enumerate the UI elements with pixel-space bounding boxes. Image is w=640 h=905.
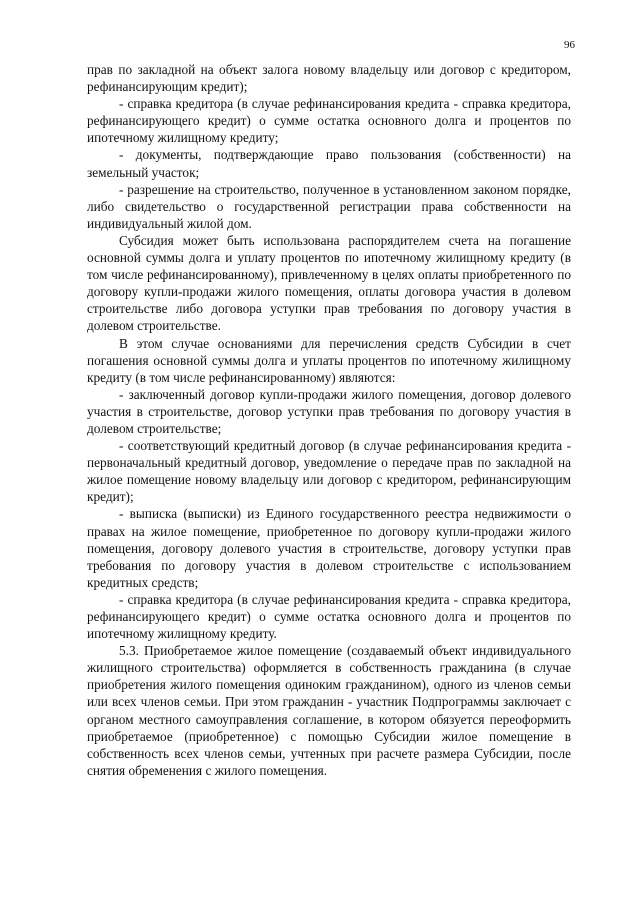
paragraph: - справка кредитора (в случае рефинансирования кредита - справка кредитора, рефинансирующего кредит) о сумме остатка основного долга и процентов по ипотечному жилищному кредиту. [87, 591, 571, 642]
paragraph: - справка кредитора (в случае рефинансирования кредита - справка кредитора, рефинансирующего кредит) о сумме остатка основного долга и процентов по ипотечному жилищному кредиту; [87, 96, 571, 146]
paragraph: - разрешение на строительство, полученное в установленном законом порядке, либо свидетельство о государственной регистрации права собственности на индивидуальный жилой дом. [87, 181, 571, 231]
document-body [87, 61, 571, 779]
paragraph: В этом случае основаниями для перечисления средств Субсидии в счет погашения основной суммы долга и уплаты процентов по ипотечному жилищному кредиту (в том числе рефинансированному) являются: [87, 335, 571, 385]
page-number: 96 [564, 39, 575, 51]
paragraph: прав по закладной на объект залога новому владельцу или договор с кредитором, рефинансирующим кредит); [87, 62, 571, 95]
paragraph: - заключенный договор купли-продажи жилого помещения, договор долевого участия в строительстве, договор уступки прав требования по договору участия в долевом строительстве; [87, 386, 571, 436]
paragraph: - документы, подтверждающие право пользования (собственности) на земельный участок; [87, 147, 571, 180]
paragraph: Субсидия может быть использована распорядителем счета на погашение основной суммы долга и уплату процентов по ипотечному жилищному кредиту (в том числе рефинансированному), привлеченному в целях оплаты приобретенного по договору купли-продажи жилого помещения, оплаты договора участия в долевом строительстве либо договора уступки прав требования по договору участия в долевом строительстве. [87, 232, 571, 334]
paragraph: - соответствующий кредитный договор (в случае рефинансирования кредита - первоначальный кредитный договор, уведомление о передаче прав по закладной на жилое помещение новому владельцу или договор с кредитором, рефинансирующим кредит); [87, 438, 571, 505]
paragraph: - выписка (выписки) из Единого государственного реестра недвижимости о правах на жилое помещение, приобретенное по договору купли-продажи жилого помещения, договору долевого участия в строительстве, договору уступки прав требования по договору участия в долевом строительстве с использованием кредитных средств; [87, 506, 571, 590]
paragraph: 5.3. Приобретаемое жилое помещение (создаваемый объект индивидуального жилищного строительства) оформляется в собственность гражданина (в случае приобретения жилого помещения одиноким гражданином), одного из членов семьи или всех членов семьи. При этом гражданин - участник Подпрограммы заключает с органом местного самоуправления соглашение, в котором обязуется переоформить приобретаемое (приобретенное) с помощью Субсидии жилое помещение в собственность всех членов семьи, учтенных при расчете размера Субсидии, после снятия обременения с жилого помещения. [87, 643, 571, 778]
